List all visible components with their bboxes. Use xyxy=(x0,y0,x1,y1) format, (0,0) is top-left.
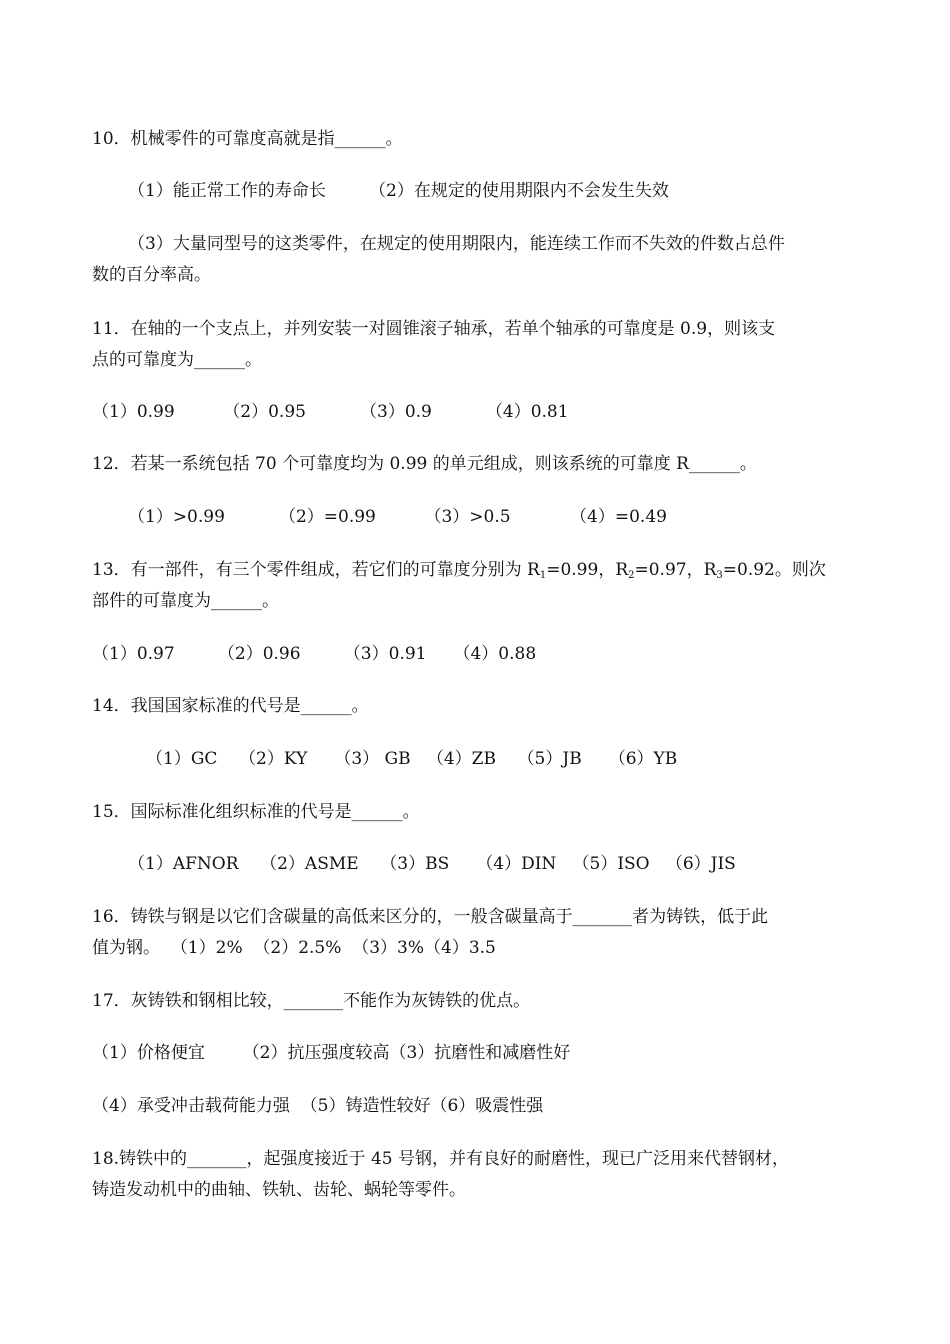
q13-sub-3: 3 xyxy=(716,570,723,581)
q11-stem-cont: 点的可靠度为______。 xyxy=(92,350,262,370)
q17-options-1-3: （1）价格便宜 （2）抗压强度较高（3）抗磨性和减磨性好 xyxy=(92,1043,571,1063)
q13-stem xyxy=(92,559,826,581)
q13-stem-pre: 13．有一部件，有三个零件组成，若它们的可靠度分别为 R xyxy=(92,560,540,580)
q13-stem-mid-1: =0.99，R xyxy=(546,560,629,580)
q13-sub-2: 2 xyxy=(628,570,635,581)
q14-stem: 14．我国国家标准的代号是______。 xyxy=(92,696,369,716)
q12-options: （1）>0.99 （2）=0.99 （3）>0.5 （4）=0.49 xyxy=(128,507,667,527)
q17-stem: 17．灰铸铁和钢相比较，_______不能作为灰铸铁的优点。 xyxy=(92,991,531,1011)
q13-stem-cont: 部件的可靠度为______。 xyxy=(92,591,279,611)
q13-sub-1: 1 xyxy=(539,570,547,581)
q13-stem-mid-2: =0.97，R xyxy=(634,560,717,580)
q15-stem: 15．国际标准化组织标准的代号是______。 xyxy=(92,802,420,822)
q13-stem-post: =0.92。则次 xyxy=(722,560,826,580)
q17-options-4-6: （4）承受冲击载荷能力强 （5）铸造性较好（6）吸震性强 xyxy=(92,1096,544,1116)
q11-options: （1）0.99 （2）0.95 （3）0.9 （4）0.81 xyxy=(92,402,569,422)
q10-option-3-cont: 数的百分率高。 xyxy=(92,265,211,285)
q10-stem: 10．机械零件的可靠度高就是指______。 xyxy=(92,129,403,149)
q10-option-3: （3）大量同型号的这类零件，在规定的使用期限内，能连续工作而不失效的件数占总件 xyxy=(128,234,785,254)
q14-options: （1）GC （2）KY （3） GB （4）ZB （5）JB （6）YB xyxy=(146,749,678,769)
q10-options-1-2: （1）能正常工作的寿命长 （2）在规定的使用期限内不会发生失效 xyxy=(128,181,669,201)
q16-stem-cont: 值为钢。 （1）2% （2）2.5% （3）3%（4）3.5 xyxy=(92,938,496,958)
q18-stem-cont: 铸造发动机中的曲轴、铁轨、齿轮、蜗轮等零件。 xyxy=(92,1180,466,1200)
q12-stem: 12．若某一系统包括 70 个可靠度均为 0.99 的单元组成，则该系统的可靠度 R______。 xyxy=(92,454,757,474)
q18-stem: 18.铸铁中的_______，起强度接近于 45 号钢，并有良好的耐磨性，现已广泛用来代替钢材， xyxy=(92,1149,789,1169)
q13-options: （1）0.97 （2）0.96 （3）0.91 （4）0.88 xyxy=(92,644,537,664)
q16-stem: 16．铸铁与钢是以它们含碳量的高低来区分的，一般含碳量高于_______者为铸铁，低于此 xyxy=(92,907,769,927)
q15-options: （1）AFNOR （2）ASME （3）BS （4）DIN （5）ISO （6）JIS xyxy=(128,854,736,874)
q11-stem: 11．在轴的一个支点上，并列安装一对圆锥滚子轴承，若单个轴承的可靠度是 0.9，则该支 xyxy=(92,319,776,339)
